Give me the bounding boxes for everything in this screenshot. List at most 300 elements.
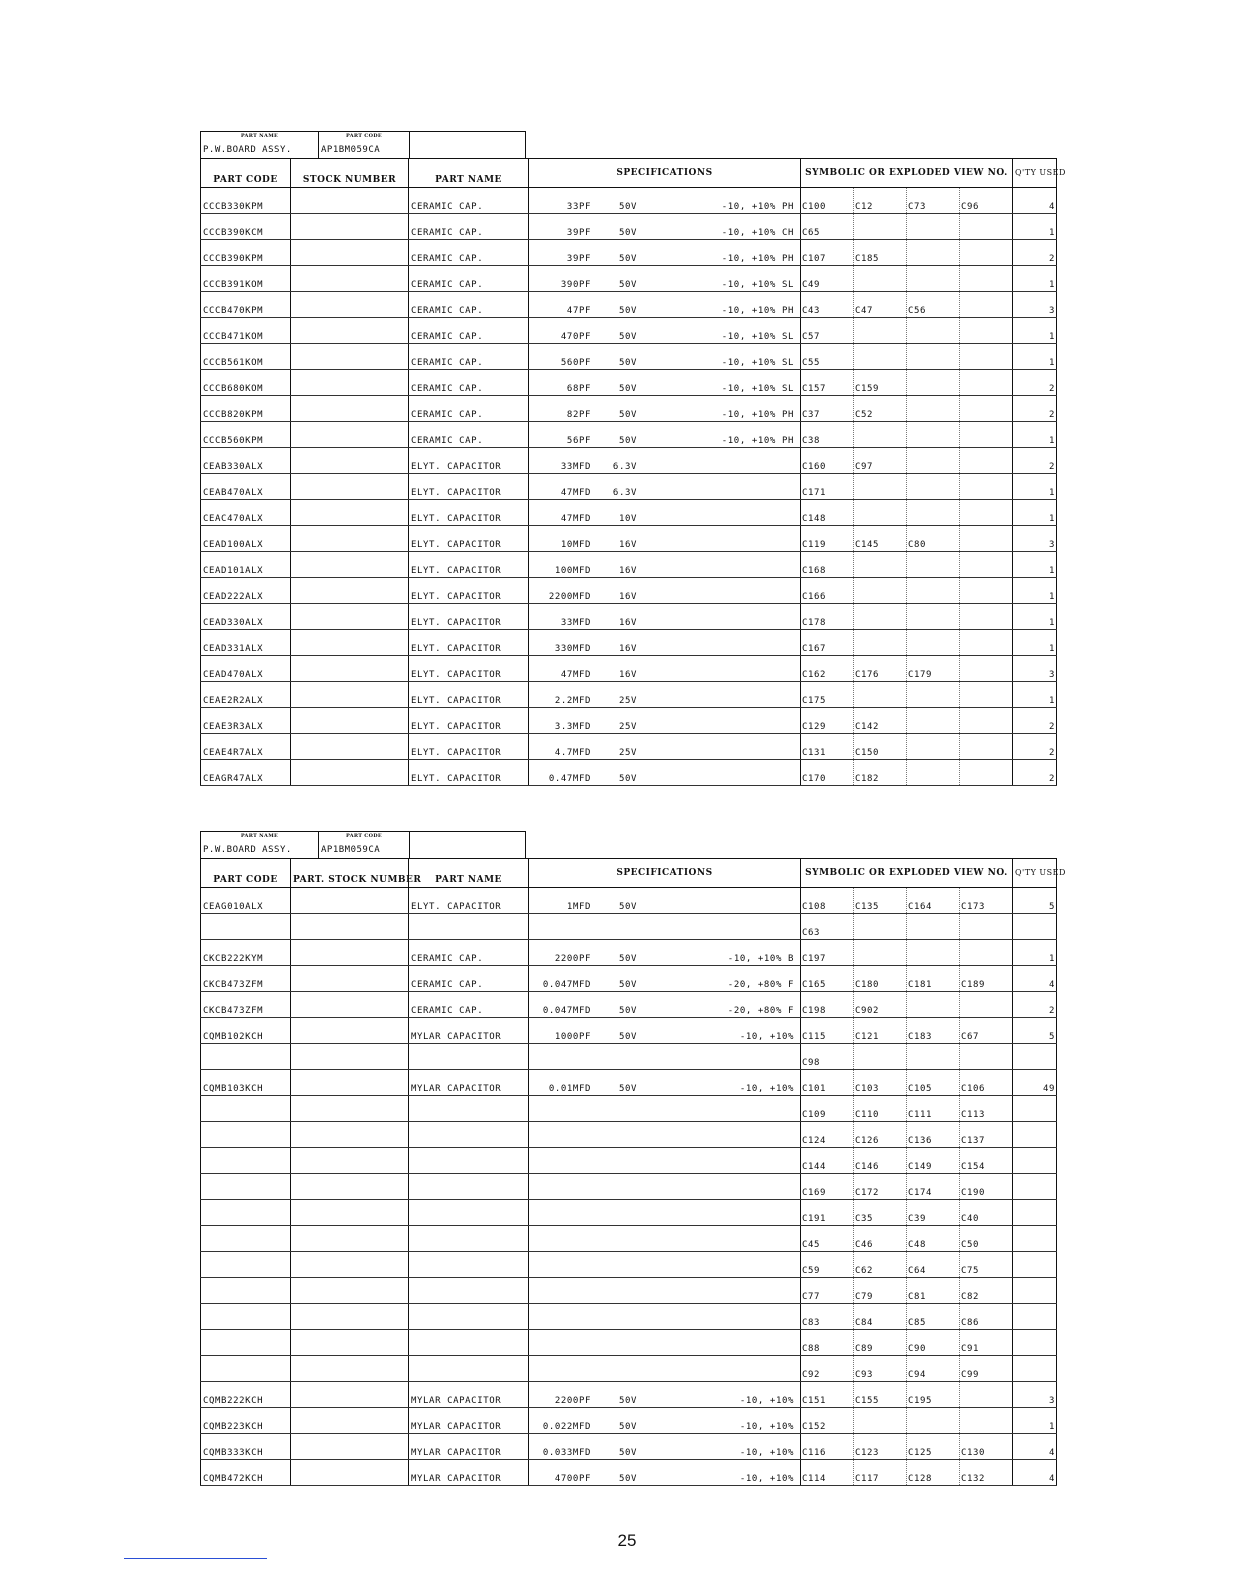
table-row xyxy=(201,1148,1057,1174)
symbol-ref: C169 xyxy=(801,1174,854,1199)
spec-value: 33MFD xyxy=(560,462,591,472)
part-name xyxy=(409,1330,529,1356)
symbol-ref: C108 xyxy=(801,888,854,913)
col-qty: Q'TY USED xyxy=(1013,859,1057,888)
qty-used xyxy=(1013,1122,1057,1148)
spec-value: 560PF xyxy=(560,358,591,368)
specification xyxy=(529,1174,801,1200)
spec-tolerance xyxy=(647,618,798,628)
symbol-ref xyxy=(854,422,907,447)
spec-voltage: 16V xyxy=(618,618,637,628)
symbol-ref: C59 xyxy=(801,1252,854,1277)
symbol-ref xyxy=(960,448,1012,473)
qty-used: 4 xyxy=(1013,188,1057,214)
symbolic-numbers xyxy=(801,318,1013,344)
table-row xyxy=(201,708,1057,734)
stock-number xyxy=(291,188,409,214)
stock-number xyxy=(291,1096,409,1122)
symbol-ref xyxy=(960,474,1012,499)
qty-used: 1 xyxy=(1013,682,1057,708)
symbol-ref xyxy=(907,396,960,421)
symbol-ref: C55 xyxy=(801,344,854,369)
symbol-ref xyxy=(960,240,1012,265)
symbolic-numbers xyxy=(801,888,1013,914)
table-row xyxy=(201,578,1057,604)
symbol-ref: C86 xyxy=(961,1318,980,1328)
symbol-ref: C45 xyxy=(801,1226,854,1251)
spec-tolerance xyxy=(647,722,798,732)
part-code xyxy=(201,914,291,940)
spec-tolerance: -10, +10% SL xyxy=(721,332,794,342)
symbol-ref: C136 xyxy=(907,1122,960,1147)
symbol-ref: C150 xyxy=(854,734,907,759)
symbolic-numbers xyxy=(801,1148,1013,1174)
specification xyxy=(529,1278,801,1304)
footer-rule xyxy=(124,1558,267,1559)
part-code: CKCB222KYM xyxy=(201,940,291,966)
part-name: ELYT. CAPACITOR xyxy=(409,474,529,500)
symbolic-numbers xyxy=(801,966,1013,992)
symbolic-numbers xyxy=(801,1252,1013,1278)
spec-value: 56PF xyxy=(566,436,591,446)
symbol-ref: C180 xyxy=(854,966,907,991)
qty-used: 1 xyxy=(1013,630,1057,656)
symbol-ref xyxy=(907,370,960,395)
spec-voltage: 50V xyxy=(618,202,637,212)
part-code: CQMB223KCH xyxy=(201,1408,291,1434)
symbol-ref xyxy=(854,474,907,499)
specification xyxy=(529,500,801,526)
table-row xyxy=(201,318,1057,344)
symbol-ref: C48 xyxy=(907,1226,960,1251)
symbolic-numbers xyxy=(801,1330,1013,1356)
stock-number xyxy=(291,318,409,344)
specification xyxy=(529,656,801,682)
symbolic-numbers xyxy=(801,1044,1013,1070)
symbol-ref xyxy=(907,734,960,759)
symbol-ref: C130 xyxy=(961,1448,986,1458)
part-name xyxy=(409,1174,529,1200)
part-name xyxy=(409,1304,529,1330)
symbol-ref: C50 xyxy=(961,1240,980,1250)
specification xyxy=(529,526,801,552)
table-row xyxy=(201,1200,1057,1226)
part-code: CCCB560KPM xyxy=(201,422,291,448)
part-code-label: PART CODE xyxy=(346,133,382,139)
symbol-ref: C159 xyxy=(854,370,907,395)
page-number: 25 xyxy=(617,1531,637,1550)
spec-voltage: 50V xyxy=(618,1474,637,1484)
part-name: CERAMIC CAP. xyxy=(409,318,529,344)
part-code: CCCB680KOM xyxy=(201,370,291,396)
qty-used: 49 xyxy=(1013,1070,1057,1096)
symbol-ref: C164 xyxy=(907,888,960,913)
qty-used: 1 xyxy=(1013,552,1057,578)
symbol-ref xyxy=(854,266,907,291)
symbol-ref xyxy=(907,604,960,629)
spec-tolerance: -10, +10% xyxy=(739,1474,794,1484)
spec-voltage: 50V xyxy=(618,1032,637,1042)
symbolic-numbers xyxy=(801,1408,1013,1434)
assembly-name: P.W.BOARD ASSY. xyxy=(203,845,292,855)
spec-value: 100MFD xyxy=(554,566,591,576)
spec-tolerance xyxy=(647,774,798,784)
symbol-ref: C178 xyxy=(801,604,854,629)
symbolic-numbers xyxy=(801,940,1013,966)
assembly-header-box xyxy=(200,131,526,158)
symbol-ref: C38 xyxy=(801,422,854,447)
part-name: ELYT. CAPACITOR xyxy=(409,578,529,604)
symbol-ref: C107 xyxy=(801,240,854,265)
part-code: CCCB390KPM xyxy=(201,240,291,266)
symbol-ref: C182 xyxy=(854,760,907,785)
symbol-ref: C145 xyxy=(854,526,907,551)
part-code: CCCB330KPM xyxy=(201,188,291,214)
part-code: CEAD470ALX xyxy=(201,656,291,682)
spec-tolerance: -20, +80% F xyxy=(727,980,794,990)
symbol-ref: C126 xyxy=(854,1122,907,1147)
symbolic-numbers xyxy=(801,448,1013,474)
parts-list-block-2 xyxy=(200,831,1066,1486)
symbol-ref xyxy=(960,370,1012,395)
spec-tolerance xyxy=(647,488,798,498)
specification xyxy=(529,734,801,760)
qty-used: 2 xyxy=(1013,240,1057,266)
table-body xyxy=(201,888,1057,1486)
spec-voltage: 6.3V xyxy=(612,462,637,472)
symbol-ref xyxy=(854,578,907,603)
table-row xyxy=(201,1070,1057,1096)
symbolic-numbers xyxy=(801,1200,1013,1226)
spec-voltage: 50V xyxy=(618,1084,637,1094)
symbol-ref: C106 xyxy=(961,1084,986,1094)
symbol-ref xyxy=(960,422,1012,447)
stock-number xyxy=(291,604,409,630)
symbol-ref xyxy=(960,292,1012,317)
part-code: CEAB470ALX xyxy=(201,474,291,500)
symbol-ref: C43 xyxy=(801,292,854,317)
symbol-ref xyxy=(854,552,907,577)
symbol-ref xyxy=(960,552,1012,577)
spec-tolerance: -10, +10% PH xyxy=(721,306,794,316)
part-code: CEAGR47ALX xyxy=(201,760,291,786)
stock-number xyxy=(291,708,409,734)
symbol-ref: C170 xyxy=(801,760,854,785)
symbolic-numbers xyxy=(801,1460,1013,1486)
symbol-ref: C175 xyxy=(801,682,854,707)
stock-number xyxy=(291,266,409,292)
symbol-ref: C142 xyxy=(854,708,907,733)
part-name: ELYT. CAPACITOR xyxy=(409,604,529,630)
part-code: CEAE4R7ALX xyxy=(201,734,291,760)
specification xyxy=(529,214,801,240)
table-row xyxy=(201,474,1057,500)
stock-number xyxy=(291,966,409,992)
symbol-ref: C35 xyxy=(854,1200,907,1225)
symbol-ref: C121 xyxy=(854,1018,907,1043)
col-part-code: PART CODE xyxy=(201,159,291,188)
qty-used: 2 xyxy=(1013,992,1057,1018)
spec-voltage: 16V xyxy=(618,566,637,576)
symbol-ref: C103 xyxy=(854,1070,907,1095)
part-code xyxy=(201,1122,291,1148)
qty-used xyxy=(1013,1330,1057,1356)
spec-value: 82PF xyxy=(566,410,591,420)
part-code: CQMB222KCH xyxy=(201,1382,291,1408)
table-row xyxy=(201,292,1057,318)
symbol-ref xyxy=(960,734,1012,759)
part-name: ELYT. CAPACITOR xyxy=(409,760,529,786)
part-code: CQMB333KCH xyxy=(201,1434,291,1460)
spec-tolerance: -10, +10% PH xyxy=(721,254,794,264)
qty-used xyxy=(1013,1226,1057,1252)
spec-value: 390PF xyxy=(560,280,591,290)
symbol-ref: C195 xyxy=(907,1382,960,1407)
symbol-ref: C57 xyxy=(801,318,854,343)
qty-used xyxy=(1013,1096,1057,1122)
symbol-ref xyxy=(907,708,960,733)
stock-number xyxy=(291,344,409,370)
spec-tolerance: -10, +10% SL xyxy=(721,384,794,394)
qty-used: 1 xyxy=(1013,422,1057,448)
specification xyxy=(529,396,801,422)
part-code xyxy=(201,1226,291,1252)
spec-voltage: 50V xyxy=(618,1006,637,1016)
stock-number xyxy=(291,1122,409,1148)
col-symbolic: SYMBOLIC OR EXPLODED VIEW NO. xyxy=(801,859,1013,888)
qty-used xyxy=(1013,1252,1057,1278)
spec-value: 10MFD xyxy=(560,540,591,550)
symbolic-numbers xyxy=(801,682,1013,708)
symbol-ref xyxy=(907,1408,960,1433)
symbol-ref xyxy=(960,1408,1012,1433)
symbol-ref: C149 xyxy=(907,1148,960,1173)
spec-voltage: 50V xyxy=(618,332,637,342)
table-row xyxy=(201,656,1057,682)
symbol-ref: C77 xyxy=(801,1278,854,1303)
part-code: CKCB473ZFM xyxy=(201,966,291,992)
symbol-ref: C165 xyxy=(801,966,854,991)
part-name: CERAMIC CAP. xyxy=(409,992,529,1018)
specification xyxy=(529,318,801,344)
symbol-ref: C117 xyxy=(854,1460,907,1485)
symbol-ref: C137 xyxy=(961,1136,986,1146)
symbol-ref: C185 xyxy=(854,240,907,265)
symbol-ref: C37 xyxy=(801,396,854,421)
part-code: CCCB391KOM xyxy=(201,266,291,292)
spec-value: 0.047MFD xyxy=(542,980,591,990)
table-row xyxy=(201,760,1057,786)
assembly-code-cell xyxy=(319,132,410,158)
part-name xyxy=(409,1096,529,1122)
stock-number xyxy=(291,1044,409,1070)
part-name: MYLAR CAPACITOR xyxy=(409,1382,529,1408)
symbol-ref: C97 xyxy=(854,448,907,473)
symbol-ref: C89 xyxy=(854,1330,907,1355)
specification xyxy=(529,1434,801,1460)
symbol-ref: C67 xyxy=(961,1032,980,1042)
symbol-ref xyxy=(907,318,960,343)
symbol-ref: C189 xyxy=(961,980,986,990)
qty-used xyxy=(1013,1200,1057,1226)
assembly-name-cell xyxy=(201,832,319,858)
symbol-ref: C98 xyxy=(801,1044,854,1069)
part-name: ELYT. CAPACITOR xyxy=(409,552,529,578)
specification xyxy=(529,370,801,396)
symbol-ref xyxy=(960,656,1012,681)
symbol-ref: C12 xyxy=(854,188,907,213)
part-code: CEAC470ALX xyxy=(201,500,291,526)
symbol-ref xyxy=(907,474,960,499)
symbol-ref xyxy=(907,1044,960,1069)
qty-used: 2 xyxy=(1013,734,1057,760)
table-row xyxy=(201,422,1057,448)
symbol-ref: C155 xyxy=(854,1382,907,1407)
stock-number xyxy=(291,656,409,682)
symbol-ref: C75 xyxy=(961,1266,980,1276)
symbol-ref: C92 xyxy=(801,1356,854,1381)
symbol-ref xyxy=(907,552,960,577)
spec-voltage: 50V xyxy=(618,410,637,420)
symbol-ref: C52 xyxy=(854,396,907,421)
symbol-ref xyxy=(854,914,907,939)
stock-number xyxy=(291,1252,409,1278)
qty-used: 4 xyxy=(1013,966,1057,992)
symbol-ref xyxy=(854,940,907,965)
symbol-ref xyxy=(854,604,907,629)
specification xyxy=(529,604,801,630)
part-name xyxy=(409,1278,529,1304)
symbol-ref: C39 xyxy=(907,1200,960,1225)
part-name: CERAMIC CAP. xyxy=(409,266,529,292)
symbol-ref xyxy=(854,1044,907,1069)
qty-used: 3 xyxy=(1013,292,1057,318)
part-code xyxy=(201,1096,291,1122)
qty-used: 1 xyxy=(1013,940,1057,966)
symbolic-numbers xyxy=(801,526,1013,552)
symbolic-numbers xyxy=(801,734,1013,760)
specification xyxy=(529,966,801,992)
symbol-ref xyxy=(907,760,960,785)
spec-tolerance: -10, +10% xyxy=(739,1396,794,1406)
part-code: CKCB473ZFM xyxy=(201,992,291,1018)
part-code xyxy=(201,1044,291,1070)
table-row xyxy=(201,344,1057,370)
qty-used: 4 xyxy=(1013,1434,1057,1460)
assembly-code-cell xyxy=(319,832,410,858)
specification xyxy=(529,914,801,940)
spec-voltage: 50V xyxy=(618,1448,637,1458)
spec-voltage: 50V xyxy=(618,436,637,446)
symbol-ref: C179 xyxy=(907,656,960,681)
spec-value: 39PF xyxy=(566,228,591,238)
qty-used: 3 xyxy=(1013,656,1057,682)
spec-tolerance xyxy=(647,514,798,524)
specification xyxy=(529,188,801,214)
symbol-ref xyxy=(907,422,960,447)
table-row xyxy=(201,1330,1057,1356)
spec-tolerance: -10, +10% xyxy=(739,1084,794,1094)
spec-tolerance: -10, +10% xyxy=(739,1422,794,1432)
part-code: CEAE2R2ALX xyxy=(201,682,291,708)
symbol-ref: C40 xyxy=(961,1214,980,1224)
symbolic-numbers xyxy=(801,1226,1013,1252)
symbol-ref xyxy=(907,344,960,369)
symbolic-numbers xyxy=(801,914,1013,940)
specification xyxy=(529,1252,801,1278)
symbolic-numbers xyxy=(801,370,1013,396)
spec-voltage: 16V xyxy=(618,592,637,602)
specification xyxy=(529,708,801,734)
table-row xyxy=(201,1304,1057,1330)
part-code xyxy=(201,1174,291,1200)
part-code: CEAD100ALX xyxy=(201,526,291,552)
symbolic-numbers xyxy=(801,656,1013,682)
part-name: MYLAR CAPACITOR xyxy=(409,1018,529,1044)
qty-used: 5 xyxy=(1013,888,1057,914)
part-code: CEAD331ALX xyxy=(201,630,291,656)
symbol-ref: C168 xyxy=(801,552,854,577)
qty-used: 1 xyxy=(1013,214,1057,240)
symbol-ref xyxy=(907,578,960,603)
part-name: CERAMIC CAP. xyxy=(409,344,529,370)
part-code xyxy=(201,1148,291,1174)
spec-value: 4700PF xyxy=(554,1474,591,1484)
symbol-ref: C902 xyxy=(854,992,907,1017)
stock-number xyxy=(291,1018,409,1044)
symbol-ref: C83 xyxy=(801,1304,854,1329)
symbolic-numbers xyxy=(801,500,1013,526)
part-code: CEAD222ALX xyxy=(201,578,291,604)
part-name xyxy=(409,1356,529,1382)
spec-value: 0.047MFD xyxy=(542,1006,591,1016)
symbolic-numbers xyxy=(801,760,1013,786)
symbolic-numbers xyxy=(801,708,1013,734)
symbol-ref xyxy=(960,760,1012,785)
symbol-ref: C116 xyxy=(801,1434,854,1459)
stock-number xyxy=(291,1434,409,1460)
symbol-ref: C105 xyxy=(907,1070,960,1095)
spec-voltage: 25V xyxy=(618,696,637,706)
symbol-ref: C90 xyxy=(907,1330,960,1355)
symbolic-numbers xyxy=(801,630,1013,656)
symbol-ref xyxy=(907,630,960,655)
symbolic-numbers xyxy=(801,1278,1013,1304)
part-name: MYLAR CAPACITOR xyxy=(409,1070,529,1096)
part-name xyxy=(409,1200,529,1226)
part-name: MYLAR CAPACITOR xyxy=(409,1434,529,1460)
specification xyxy=(529,240,801,266)
qty-used: 1 xyxy=(1013,344,1057,370)
qty-used xyxy=(1013,1356,1057,1382)
symbol-ref: C81 xyxy=(907,1278,960,1303)
part-name: ELYT. CAPACITOR xyxy=(409,500,529,526)
table-row xyxy=(201,1122,1057,1148)
table-row xyxy=(201,1044,1057,1070)
symbol-ref: C46 xyxy=(854,1226,907,1251)
symbol-ref: C198 xyxy=(801,992,854,1017)
part-name-label: PART NAME xyxy=(240,833,279,839)
part-name xyxy=(409,1044,529,1070)
spec-value: 47MFD xyxy=(560,488,591,498)
col-symbolic: SYMBOLIC OR EXPLODED VIEW NO. xyxy=(801,159,1013,188)
symbol-ref: C183 xyxy=(907,1018,960,1043)
spec-value: 1000PF xyxy=(554,1032,591,1042)
symbolic-numbers xyxy=(801,1434,1013,1460)
specification xyxy=(529,1122,801,1148)
stock-number xyxy=(291,1200,409,1226)
symbol-ref: C148 xyxy=(801,500,854,525)
